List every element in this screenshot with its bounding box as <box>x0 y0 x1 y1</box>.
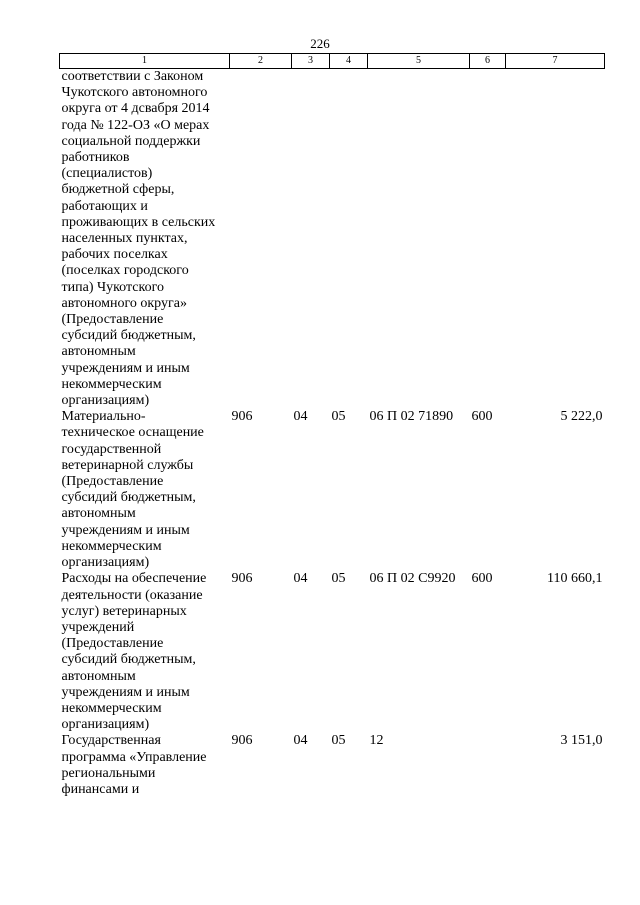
description-line: организациям) <box>61 555 150 571</box>
header-col-4: 4 <box>330 54 368 69</box>
row-ministry-code: 906 <box>231 733 253 749</box>
row-ministry-code: 906 <box>231 409 253 425</box>
row-section-code: 04 <box>293 733 308 749</box>
row-amount: 5 222,0 <box>560 409 603 425</box>
description-line: (Предоставление <box>61 636 164 652</box>
row-amount <box>506 69 605 410</box>
header-col-3: 3 <box>292 54 330 69</box>
description-line: автономным <box>61 506 136 522</box>
description-line: соответствии с Законом <box>61 69 204 84</box>
row-section-code: 04 <box>293 571 308 587</box>
row-subsection-code: 05 <box>331 733 346 749</box>
description-line: организациям) <box>61 717 150 733</box>
row-section-code: 04 <box>293 409 308 425</box>
budget-table <box>59 53 605 798</box>
description-line: услуг) ветеринарных <box>61 603 187 619</box>
description-line: работающих и <box>61 198 148 214</box>
header-col-2: 2 <box>230 54 292 69</box>
description-line: проживающих в сельских <box>61 214 216 230</box>
description-line: техническое оснащение <box>61 425 204 441</box>
row-amount: 3 151,0 <box>560 733 603 749</box>
description-line: финансами и <box>61 781 140 797</box>
row-description <box>60 733 230 798</box>
description-line: года № 122-ОЗ «О мерах <box>61 117 210 133</box>
description-line: (Предоставление <box>61 474 164 490</box>
row-target-article: 06 П 02 С9920 <box>369 571 456 587</box>
row-target-article: 12 <box>369 733 384 749</box>
description-line: рабочих поселках <box>61 247 168 263</box>
row-expense-type: 600 <box>471 571 493 587</box>
description-line: Расходы на обеспечение <box>61 571 207 587</box>
row-ministry-code: 906 <box>231 571 253 587</box>
description-line: учреждениям и иным <box>61 360 190 376</box>
row-amount: 110 660,1 <box>547 571 603 587</box>
description-line: социальной поддержки <box>61 133 201 149</box>
description-line: государственной <box>61 441 162 457</box>
description-line: учреждениям и иным <box>61 522 190 538</box>
description-line: населенных пунктах, <box>61 231 188 247</box>
description-line: субсидий бюджетным, <box>61 328 196 344</box>
description-line: учреждениям и иным <box>61 684 190 700</box>
description-line: Государственная <box>61 733 161 749</box>
row-expense-type <box>470 69 506 410</box>
row-expense-type <box>470 733 506 798</box>
description-line: бюджетной сферы, <box>61 182 175 198</box>
description-line: некоммерческим <box>61 376 162 392</box>
description-line: программа «Управление <box>61 749 207 765</box>
row-ministry-code <box>230 69 292 410</box>
page-number: 226 <box>310 36 330 51</box>
description-line: деятельности (оказание <box>61 587 203 603</box>
description-line: субсидий бюджетным, <box>61 490 196 506</box>
row-subsection-code <box>330 69 368 410</box>
header-col-1: 1 <box>60 54 230 69</box>
description-line: работников <box>61 150 130 166</box>
header-col-7: 7 <box>506 54 605 69</box>
row-subsection-code: 05 <box>331 571 346 587</box>
row-target-article: 06 П 02 71890 <box>369 409 454 425</box>
description-line: Чукотского автономного <box>61 85 208 101</box>
row-expense-type: 600 <box>471 409 493 425</box>
description-line: некоммерческим <box>61 538 162 554</box>
table-row <box>60 69 605 410</box>
description-line: (поселках городского <box>61 263 189 279</box>
header-col-5: 5 <box>368 54 470 69</box>
row-subsection-code: 05 <box>331 409 346 425</box>
row-target-article <box>368 69 470 410</box>
description-line: (Предоставление <box>61 312 164 328</box>
table-row <box>60 409 605 571</box>
table-row <box>60 571 605 733</box>
description-line: некоммерческим <box>61 700 162 716</box>
description-line: Материально- <box>61 409 146 425</box>
row-description <box>60 571 230 733</box>
row-description <box>60 409 230 571</box>
description-line: (специалистов) <box>61 166 153 182</box>
row-description <box>60 69 230 410</box>
description-line: автономного округа» <box>61 295 187 311</box>
table-row <box>60 733 605 798</box>
description-line: округа от 4 дсвабря 2014 <box>61 101 210 117</box>
description-line: учреждений <box>61 619 135 635</box>
description-line: организациям) <box>61 393 150 409</box>
description-line: автономным <box>61 344 136 360</box>
description-line: субсидий бюджетным, <box>61 652 196 668</box>
description-line: типа) Чукотского <box>61 279 164 295</box>
row-section-code <box>292 69 330 410</box>
description-line: ветеринарной службы <box>61 457 194 473</box>
description-line: автономным <box>61 668 136 684</box>
description-line: региональными <box>61 765 156 781</box>
header-col-6: 6 <box>470 54 506 69</box>
table-header-row <box>60 54 605 69</box>
